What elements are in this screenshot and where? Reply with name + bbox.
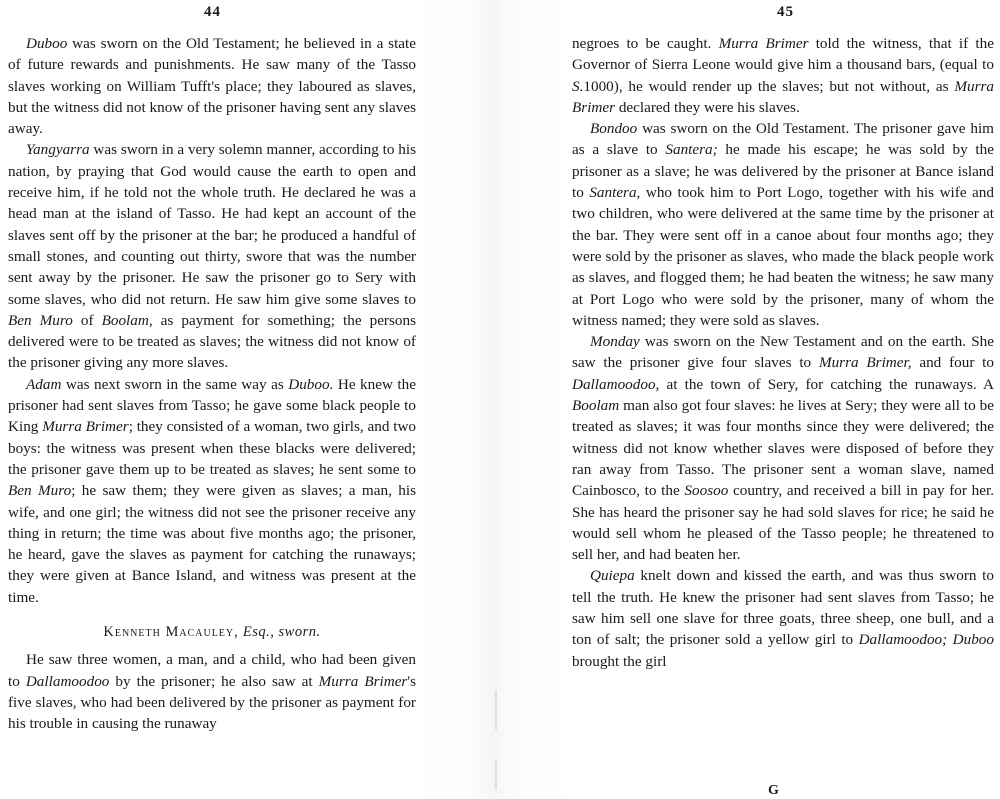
text-run: country, and received a bill in pay for her. She has heard the prisoner say he had sold slaves for rice; he said he would sell whom he pleased of the Tasso people; he threatened to sell her, and had beaten her. [572, 482, 994, 564]
text-run: as payment for something; the persons delivered were to be treated as slaves; the witness did not know of the prisoner giving any more slaves. [8, 311, 416, 372]
text-run: was next sworn in the same way as [61, 375, 289, 393]
book-gutter [416, 0, 572, 799]
italic-name: Monday [590, 333, 640, 351]
right-page-number: 45 [777, 4, 794, 20]
italic-name: Boolam, [101, 311, 153, 329]
text-run: declared they were his slaves. [615, 98, 800, 116]
paragraph-continuation [572, 33, 994, 118]
text-run: was sworn on the Old Testament; he believed in a state of future rewards and punishments. He saw many of the Tasso slaves working on William Tufft's place; they laboured as slaves, but the witness did not know of the prisoner having sent any slaves away. [8, 35, 416, 138]
text-run: and four to [911, 354, 994, 372]
paragraph-duboo [8, 33, 416, 139]
italic-name: Duboo. [288, 375, 334, 393]
paragraph-quiepa [572, 565, 994, 671]
text-run: negroes to be caught. [572, 35, 719, 52]
witness-heading [8, 622, 416, 643]
italic-name: Ben Muro [8, 311, 73, 329]
italic-name: Murra Brimer [318, 672, 408, 690]
italic-name: Yangyarra [26, 141, 90, 159]
text-run: He knew the prisoner had sent slaves from Tasso; he gave some black people to King [8, 375, 416, 436]
italic-name: S. [572, 77, 584, 95]
italic-name: Santera; [665, 141, 718, 159]
witness-title: Esq., sworn. [242, 624, 321, 641]
italic-name: Murra Brimer [572, 77, 994, 116]
italic-name: Dallamoodoo; [858, 631, 948, 649]
italic-name: Murra Brimer [42, 418, 129, 436]
italic-name: Duboo [26, 35, 68, 52]
right-page-text [572, 33, 994, 672]
italic-name: Santera, [589, 184, 641, 202]
text-run: ; he saw them; they were given as slaves; a man, his wife, and one girl; the witness did not see the prisoner receive any thing in return; the time was about five months ago; the prisoner, he heard, gave the slaves as payment for catching the runaways; they were given at Bance Island, and witness was present at the time. [8, 482, 416, 606]
text-run: 1000), he would render up the slaves; but not without, as [583, 77, 955, 95]
gutter-speck-2 [495, 760, 497, 790]
text-run: he made his escape; he was sold by the prisoner as a slave; he was delivered by the prisoner at Bance island to [572, 141, 994, 202]
text-run: was sworn on the Old Testament. The prisoner gave him as a slave to [572, 120, 994, 159]
text-run: He saw three women, a man, and a child, who had been given to [8, 651, 416, 690]
italic-name: Quiepa [590, 567, 635, 585]
left-page [8, 0, 416, 799]
italic-name: Ben Muro [8, 482, 72, 500]
text-run: at the town of Sery, for catching the runaways. A [659, 375, 994, 393]
text-run: brought the girl [572, 652, 667, 670]
right-page [572, 0, 994, 799]
text-run: knelt down and kissed the earth, and was thus sworn to tell the truth. He knew the prisoner had sent slaves from Tasso; he saw him sell one slave for three goats, three sheep, one bull, and a ton of salt; the prisoner sold a yellow girl to [572, 567, 994, 649]
paragraph-adam [8, 374, 416, 608]
text-run: man also got four slaves: he lives at Sery; they were all to be treated as slaves; it was four months since they were delivered; the witness did not know whether slaves were disposed of before they ran away from Tasso. The prisoner sent a woman slave, named Cainbosco, to the [572, 397, 994, 500]
signature-mark: G [768, 783, 779, 798]
italic-name: Soosoo [684, 482, 729, 500]
text-run: ; they consisted of a woman, two girls, and two boys: the witness was present when these blacks were delivered; the prisoner gave them up to be treated as slaves; he sent some to [8, 418, 416, 478]
italic-name: Bondoo [590, 120, 638, 138]
text-run: was sworn on the New Testament and on the earth. She saw the prisoner give four slaves to [572, 333, 994, 372]
italic-name: Duboo [952, 631, 994, 649]
italic-name: Dallamoodoo, [572, 375, 660, 393]
text-run: of [72, 311, 102, 329]
text-run: 's five slaves, who had been delivered by the prisoner as payment for his trouble in causing the runaway [8, 672, 416, 733]
italic-name: Murra Brimer, [818, 354, 912, 372]
text-run: told the witness, that if the Governor of Sierra Leone would give him a thousand bars, (equal to [572, 35, 994, 74]
paragraph-bondoo [572, 118, 994, 331]
text-run: by the prisoner; he also saw at [109, 672, 319, 690]
paragraph-monday [572, 331, 994, 565]
paragraph-yangyarra [8, 139, 416, 373]
text-run: who took him to Port Logo, together with his wife and two children, who were delivered at the same time by the prisoner at the bar. They were sent off in a canoe about four months ago; they were sold by the prisoner as slaves, who made the black people work as slaves, and flogged them; he had beaten the witness; he saw many at Port Logo who were sold by the prisoner, many of whom the witness named; they were sold as slaves. [572, 184, 994, 329]
left-page-number: 44 [204, 4, 221, 20]
italic-name: Murra Brimer [718, 35, 809, 52]
left-page-text [8, 33, 416, 735]
witness-name: Kenneth Macauley, [103, 624, 239, 641]
italic-name: Adam [26, 375, 62, 393]
text-run: was sworn in a very solemn manner, according to his nation, by praying that God would cause the earth to open and receive him, if he told not the whole truth. He declared he was a head man at the island of Tasso. He had kept an account of the slaves sent off by the prisoner at the bar; he produced a handful of small stones, and counting out thirty, swore that was the number sent away by the prisoner. He saw the prisoner go to Sery with some slaves, who did not return. He saw him give some slaves to [8, 141, 416, 308]
italic-name: Boolam [572, 397, 620, 415]
paragraph-macauley [8, 649, 416, 734]
gutter-speck-1 [495, 690, 497, 730]
italic-name: Dallamoodoo [25, 672, 110, 690]
